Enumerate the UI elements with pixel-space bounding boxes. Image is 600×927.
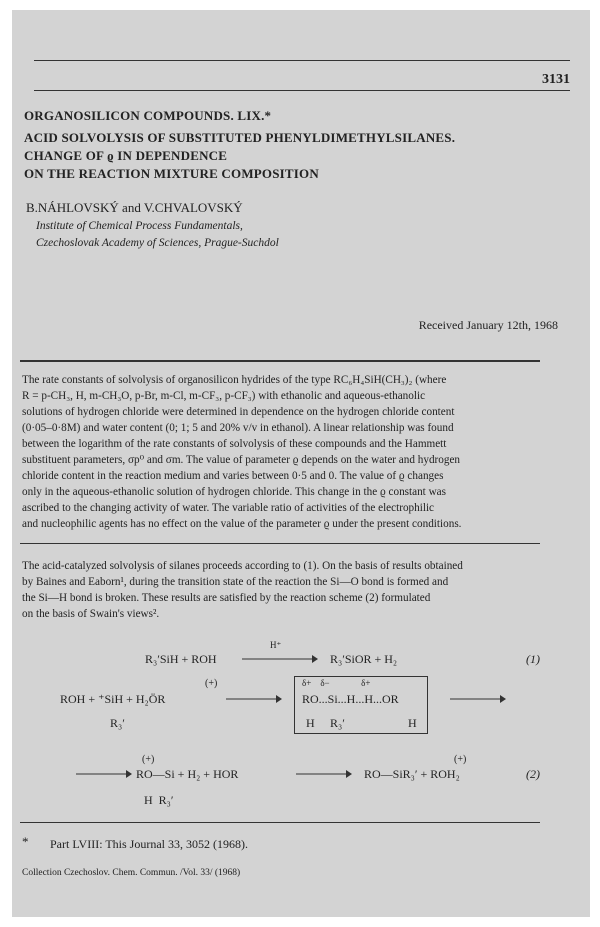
eq2-arrow-4 (296, 769, 352, 779)
eq2-line2-right-charge: (+) (454, 754, 467, 765)
ts-sub-r: R₃′ (330, 716, 345, 730)
abstract-line: substituent parameters, σp⁰ and σm. The value of parameter ϱ depends on the water and hydrogen (22, 454, 461, 466)
institution-line-2: Czechoslovak Academy of Sciences, Prague-Suchdol (36, 237, 279, 249)
page-number: 3131 (542, 72, 570, 87)
eq2-reactants: ROH + ⁺SiH + H₂ÖR (60, 692, 166, 706)
abstract-line: chloride content in the reaction medium and varies between 0·5 and 0. The value of ϱ changes (22, 470, 444, 482)
journal-citation: Collection Czechoslov. Chem. Commun. /Vol. 33/ (1968) (22, 868, 241, 878)
ts-sub-h1: H (306, 716, 315, 730)
ts-charges: δ+ δ− δ+ (302, 678, 371, 688)
authors: B.NÁHLOVSKÝ and V.CHVALOVSKÝ (26, 200, 243, 215)
eq2-arrow-2 (450, 694, 506, 704)
eq1-right: R₃′SiOR + H₂ (330, 652, 398, 666)
footnote-rule (20, 822, 540, 823)
eq2-line2-right: RO—SiR₃′ + ROH₂ (364, 767, 460, 781)
header-rule (34, 90, 570, 91)
footnote: Part LVIII: This Journal 33, 3052 (1968). (50, 837, 248, 851)
eq1-arrow (242, 654, 318, 664)
abstract-bottom-rule (20, 543, 540, 544)
ts-main: RO...Si...H...H...OR (302, 692, 399, 706)
body-line: on the basis of Swain's views². (22, 608, 160, 620)
abstract-line: ascribed to the changing activity of water. The variable ratio of activities of the electrophilic (22, 502, 435, 514)
eq1-number: (1) (526, 652, 540, 666)
abstract-line: The rate constants of solvolysis of organosilicon hydrides of the type RC₆H₄SiH(CH₃)₂ (where (22, 374, 447, 386)
title-line-4: ON THE REACTION MIXTURE COMPOSITION (24, 166, 319, 181)
body-line: by Baines and Eaborn¹, during the transition state of the reaction the Si—O bond is formed and (22, 576, 449, 588)
institution-line-1: Institute of Chemical Process Fundamentals, (36, 220, 243, 232)
eq1-left: R₃′SiH + ROH (145, 652, 217, 666)
abstract-line: R = p-CH₃, H, m-CH₃O, p-Br, m-Cl, m-CF₃, p-CF₃) with ethanolic and aqueous-ethanolic (22, 390, 426, 402)
eq1-catalyst: H⁺ (270, 640, 282, 650)
eq2-arrow-1 (226, 694, 282, 704)
body-line: The acid-catalyzed solvolysis of silanes proceeds according to (1). On the basis of results obtained (22, 560, 463, 572)
eq2-line2-charge: (+) (142, 754, 155, 765)
footnote-marker: * (22, 834, 29, 849)
abstract-top-rule (20, 360, 540, 362)
page (12, 10, 590, 917)
body-line: the Si—H bond is broken. These results are satisfied by the reaction scheme (2) formulated (22, 592, 431, 604)
title-line-1: ORGANOSILICON COMPOUNDS. LIX.* (24, 108, 272, 123)
top-rule (34, 60, 570, 61)
abstract-line: (0·05–0·8M) and water content (0; 1; 5 and 20% v/v in ethanol). A linear relationship was found (22, 422, 454, 434)
abstract-line: and nucleophilic agents has no effect on the value of the parameter ϱ under the present conditions. (22, 518, 462, 530)
title-line-2: ACID SOLVOLYSIS OF SUBSTITUTED PHENYLDIMETHYLSILANES. (24, 130, 456, 145)
abstract-line: solutions of hydrogen chloride were determined in dependence on the hydrogen chloride content (22, 406, 455, 418)
abstract-line: only in the aqueous-ethanolic solution of hydrogen chloride. This change in the ϱ constant was (22, 486, 446, 498)
received-date: Received January 12th, 1968 (418, 318, 558, 332)
body-paragraph (22, 558, 542, 622)
eq2-arrow-3 (76, 769, 132, 779)
eq2-si-substituent: R₃′ (110, 716, 125, 730)
title-line-3: CHANGE OF ϱ IN DEPENDENCE (24, 148, 228, 163)
abstract (22, 372, 542, 532)
abstract-line: between the logarithm of the rate constants of solvolysis of these compounds and the Hammett (22, 438, 447, 450)
eq2-line2-mid: RO—Si + H₂ + HOR (136, 767, 239, 781)
eq2-line2-sub: H R₃′ (144, 793, 174, 807)
ts-sub-h2: H (408, 716, 417, 730)
eq2-number: (2) (526, 767, 540, 781)
eq2-charge: (+) (205, 678, 218, 689)
